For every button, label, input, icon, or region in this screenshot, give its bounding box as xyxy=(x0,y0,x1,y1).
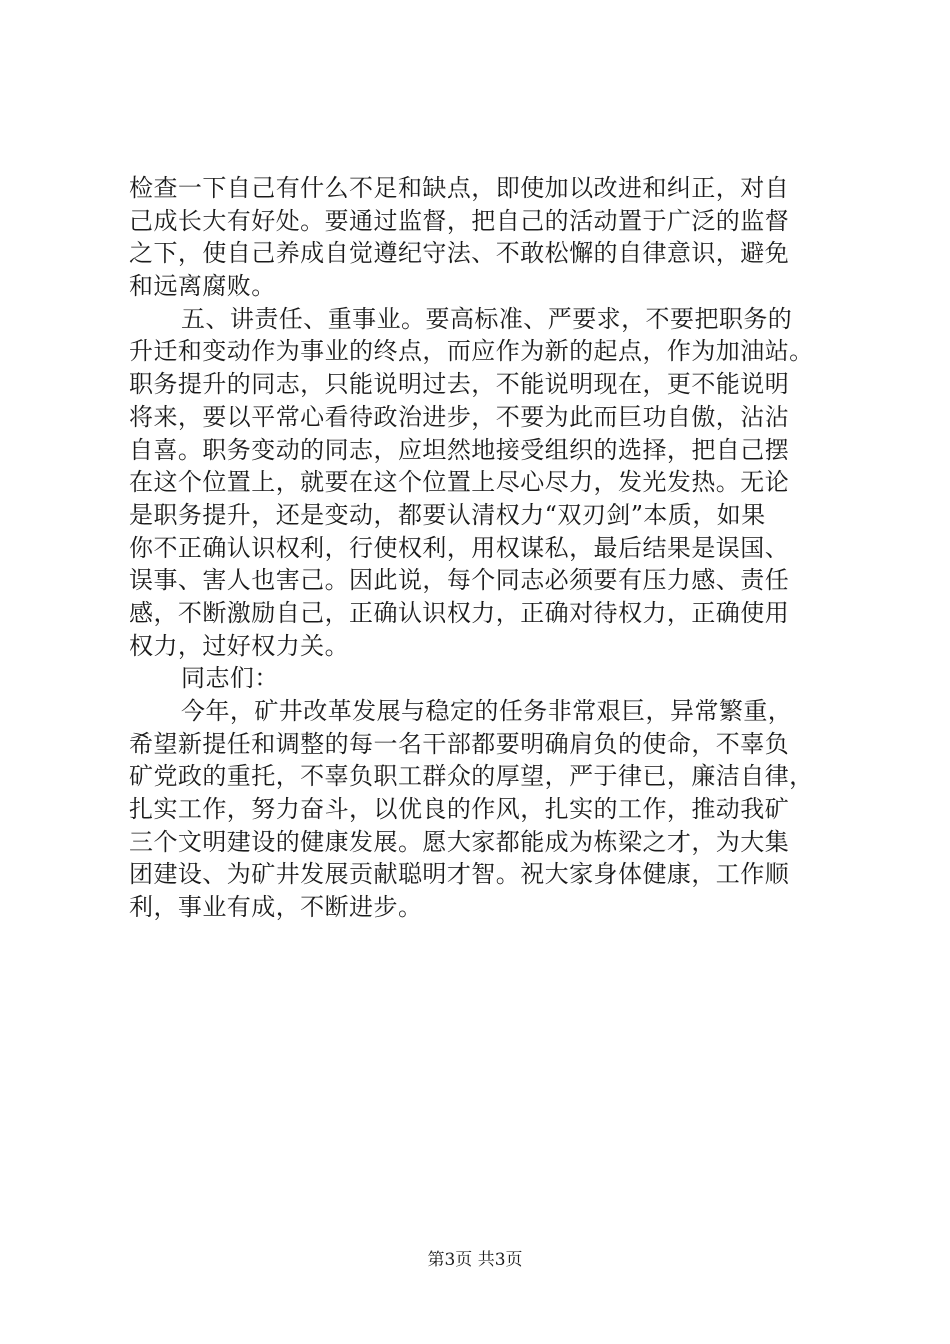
text-line: 感，不断激励自己，正确认识权力，正确对待权力，正确使用 xyxy=(129,598,790,627)
text-line: 自喜。职务变动的同志，应坦然地接受组织的选择，把自己摆 xyxy=(129,435,790,464)
text-line: 检查一下自己有什么不足和缺点，即使加以改进和纠正，对自 xyxy=(129,174,790,202)
text-line: 和远离腐败。 xyxy=(129,272,276,301)
text-line: 将来，要以平常心看待政治进步，不要为此而巨功自傲，沾沾 xyxy=(129,402,790,431)
document-body xyxy=(129,172,864,924)
page-footer xyxy=(0,1245,950,1270)
text-line: 之下，使自己养成自觉遵纪守法、不敢松懈的自律意识，避免 xyxy=(129,239,790,268)
salutation-line: 同志们： xyxy=(181,664,279,693)
text-line: 希望新提任和调整的每一名干部都要明确肩负的使命，不辜负 xyxy=(129,729,790,758)
text-line: 利，事业有成，不断进步。 xyxy=(129,893,423,922)
text-line: 三个文明建设的健康发展。愿大家都能成为栋梁之才，为大集 xyxy=(129,827,790,856)
text-line: 权力，过好权力关。 xyxy=(129,631,350,660)
text-line: 是职务提升，还是变动，都要认清权力“双刃剑”本质，如果 xyxy=(129,500,766,529)
text-line: 升迁和变动作为事业的终点，而应作为新的起点，作为加油站。 xyxy=(129,337,814,366)
text-line: 误事、害人也害己。因此说，每个同志必须要有压力感、责任 xyxy=(129,566,790,595)
text-line: 矿党政的重托，不辜负职工群众的厚望，严于律已，廉洁自律， xyxy=(129,762,814,791)
text-line: 团建设、为矿井发展贡献聪明才智。祝大家身体健康，工作顺 xyxy=(129,860,790,889)
text-line: 己成长大有好处。要通过监督，把自己的活动置于广泛的监督 xyxy=(129,206,790,235)
text-line: 扎实工作，努力奋斗，以优良的作风，扎实的工作，推动我矿 xyxy=(129,795,790,824)
text-line: 职务提升的同志，只能说明过去，不能说明现在，更不能说明 xyxy=(129,370,790,399)
paragraph-start-line: 五、讲责任、重事业。要高标准、严要求，不要把职务的 xyxy=(181,304,793,333)
text-line: 你不正确认识权利，行使权利，用权谋私，最后结果是误国、 xyxy=(129,533,790,562)
paragraph-start-line: 今年，矿井改革发展与稳定的任务非常艰巨，异常繁重， xyxy=(181,697,793,725)
page-number-label: 第3页 共3页 xyxy=(427,1250,523,1270)
text-line: 在这个位置上，就要在这个位置上尽心尽力，发光发热。无论 xyxy=(129,468,790,497)
